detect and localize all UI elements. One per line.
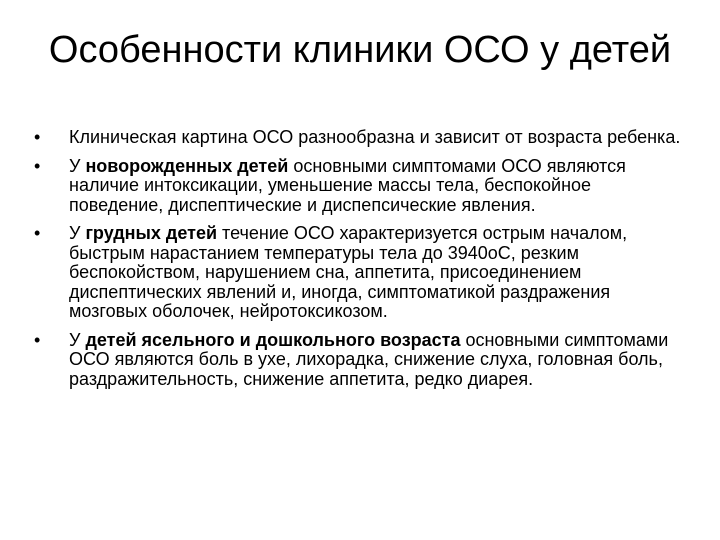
bullet-emphasis: грудных детей — [85, 223, 218, 243]
bullet-icon: • — [34, 329, 41, 350]
bullet-prefix: У — [69, 155, 86, 176]
bullet-text: Клиническая картина ОСО разнообразна и зависит от возраста ребенка. — [69, 127, 681, 147]
bullet-item-toddlers-preschool — [34, 331, 684, 390]
bullet-prefix: У — [69, 329, 86, 350]
bullet-emphasis: детей ясельного и дошкольного возраста — [85, 329, 461, 350]
bullet-text: основными симптомами ОСО являются наличие интоксикации, уменьшение массы тела, беспокойное поведение, диспептические и диспепсические явления. — [69, 155, 626, 215]
bullet-emphasis: новорожденных детей — [85, 155, 289, 176]
bullet-icon: • — [34, 223, 41, 243]
bullet-icon: • — [34, 155, 41, 176]
bullet-icon: • — [34, 127, 41, 147]
bullet-list — [34, 128, 684, 398]
slide-title: Особенности клиники ОСО у детей — [48, 29, 672, 71]
bullet-item-age-dependence — [34, 128, 684, 148]
bullet-item-newborns — [34, 157, 684, 216]
bullet-item-infants — [34, 224, 684, 322]
bullet-text: основными симптомами ОСО являются боль в ухе, лихорадка, снижение слуха, головная боль, раздражительность, снижение аппетита, редко диарея. — [69, 329, 669, 389]
bullet-prefix: У — [69, 223, 86, 243]
bullet-text: течение ОСО характеризуется острым началом, быстрым нарастанием температуры тела до 3940оС, резким беспокойством, нарушением сна, аппетита, присоединением диспептических явлений и, иногда, симптоматикой раздражения мозговых оболочек, нейротоксикозом. — [69, 223, 628, 321]
